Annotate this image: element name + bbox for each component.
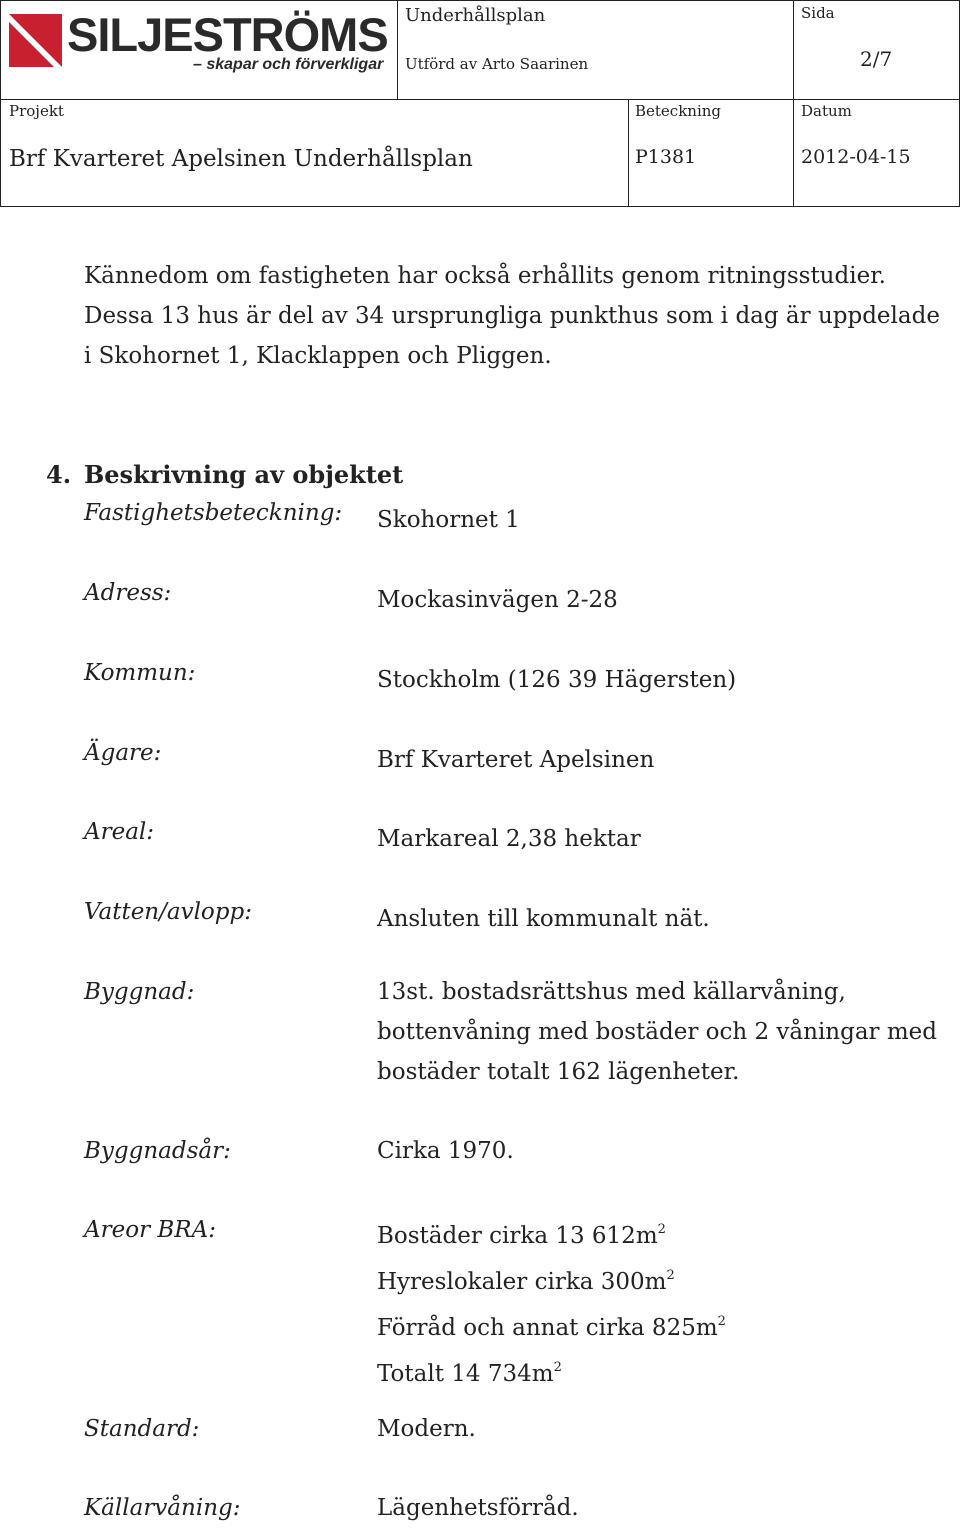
- date-value: 2012-04-15: [801, 146, 911, 168]
- field-value-line: Lägenhetsförråd.: [377, 1495, 579, 1521]
- field-value: [377, 972, 937, 1092]
- company-logo-name: SILJESTRÖMS: [67, 8, 388, 61]
- field-label: Areal:: [84, 819, 155, 845]
- page-cell: [793, 0, 960, 100]
- field-label: Standard:: [84, 1416, 200, 1442]
- field-value-line: Markareal 2,38 hektar: [377, 826, 641, 852]
- field-label: Kommun:: [84, 660, 196, 686]
- doc-title-cell: [397, 0, 794, 100]
- date-label: Datum: [801, 102, 852, 120]
- field-value-line: Stockholm (126 39 Hägersten): [377, 667, 737, 693]
- field-value-line: bottenvåning med bostäder och 2 våningar med: [377, 1019, 937, 1045]
- field-value-line: Totalt 14 $734m^2$: [377, 1360, 562, 1387]
- designation-value: P1381: [635, 146, 697, 168]
- company-logo-icon: [9, 14, 62, 67]
- field-value: [377, 740, 654, 780]
- field-value-line: Modern.: [377, 1416, 476, 1442]
- field-value-line: Förråd och annat cirka $825m^2$: [377, 1314, 726, 1341]
- field-value-line: Ansluten till kommunalt nät.: [377, 906, 710, 932]
- doc-title: Underhållsplan: [405, 5, 546, 26]
- intro-line: Dessa 13 hus är del av 34 ursprungliga punkthus som i dag är uppdelade: [84, 303, 940, 329]
- section-heading: [46, 460, 403, 489]
- field-label: Byggnadsår:: [84, 1138, 231, 1164]
- field-value: [377, 1488, 579, 1528]
- logo-cell: [0, 0, 398, 100]
- document-header: [0, 0, 960, 207]
- intro-line: Kännedom om fastigheten har också erhållits genom ritningsstudier.: [84, 263, 886, 289]
- field-value-line: bostäder totalt 162 lägenheter.: [377, 1059, 740, 1085]
- field-value-line: Mockasinvägen 2-28: [377, 587, 618, 613]
- field-value: [377, 1409, 476, 1449]
- section-title: Beskrivning av objektet: [84, 460, 404, 489]
- page-label: Sida: [801, 4, 835, 22]
- field-value: [377, 580, 618, 620]
- field-value-line: Brf Kvarteret Apelsinen: [377, 747, 655, 773]
- field-value: [377, 1131, 514, 1171]
- designation-cell: [628, 99, 794, 207]
- field-label: Fastighetsbeteckning:: [84, 500, 343, 526]
- field-value: [377, 500, 520, 540]
- intro-line: i Skohornet 1, Klacklappen och Pliggen.: [84, 343, 552, 369]
- field-label: Ägare:: [84, 740, 162, 766]
- field-value-line: Skohornet 1: [377, 507, 520, 533]
- field-label: Byggnad:: [84, 979, 195, 1005]
- project-label: Projekt: [9, 102, 64, 120]
- field-value-line: Cirka 1970.: [377, 1138, 514, 1164]
- field-value: [377, 819, 641, 859]
- field-value-line: Bostäder cirka 13 $612m^2$: [377, 1222, 666, 1249]
- page-number: 2/7: [860, 47, 893, 71]
- project-cell: [0, 99, 629, 207]
- field-label: Vatten/avlopp:: [84, 899, 252, 925]
- field-label: Areor BRA:: [84, 1217, 216, 1243]
- field-label: Adress:: [84, 580, 172, 606]
- project-value: Brf Kvarteret Apelsinen Underhållsplan: [9, 146, 473, 172]
- field-label: Källarvåning:: [84, 1495, 241, 1521]
- field-value: [377, 899, 710, 939]
- performed-by: Utförd av Arto Saarinen: [405, 55, 589, 73]
- field-value-line: 13st. bostadsrättshus med källarvåning,: [377, 979, 846, 1005]
- field-value: [377, 660, 736, 700]
- field-value-line: Hyreslokaler cirka $300m^2$: [377, 1268, 675, 1295]
- field-value: [377, 1210, 726, 1394]
- date-cell: [793, 99, 960, 207]
- designation-label: Beteckning: [635, 102, 722, 120]
- company-logo-tagline: – skapar och förverkligar: [193, 56, 384, 73]
- intro-paragraph: [84, 256, 940, 376]
- section-number: 4.: [46, 460, 72, 489]
